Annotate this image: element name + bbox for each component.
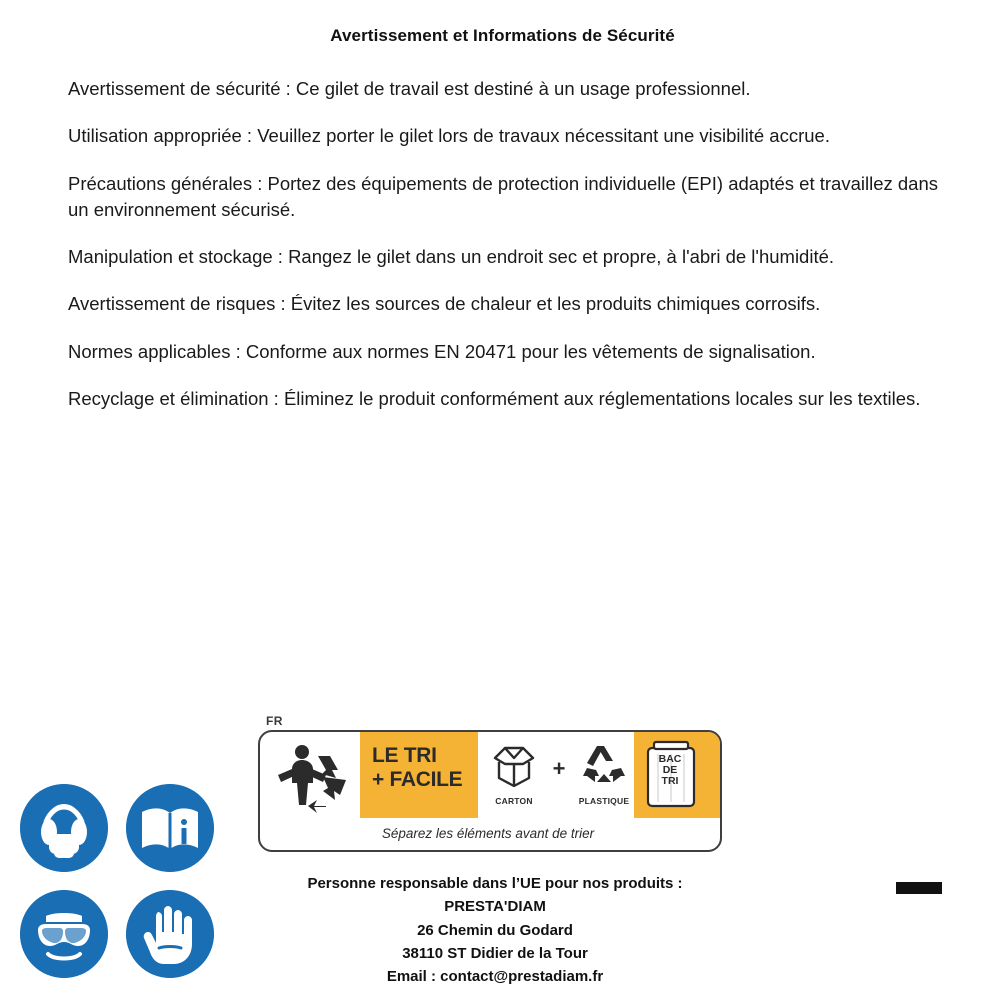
- responsible-person-heading: [210, 872, 780, 895]
- responsible-address-line-1: 26 Chemin du Godard: [417, 921, 573, 939]
- material-carton: [484, 738, 544, 806]
- banner-footer-note: Séparez les éléments avant de trier: [381, 825, 595, 841]
- paragraph-hazard-warning: Avertissement de risques : Évitez les sources de chaleur et les produits chimiques corrosifs.: [68, 293, 821, 315]
- banner-plus-symbol: +: [552, 756, 566, 781]
- paragraph-proper-use: Utilisation appropriée : Veuillez porter le gilet lors de travaux nécessitant une visibilité accrue.: [68, 125, 830, 147]
- responsible-person-heading-prefix: Personne responsable dans l’: [307, 875, 521, 892]
- banner-headline: [372, 744, 476, 791]
- bin-label-line1: BAC: [658, 753, 682, 765]
- responsible-person-heading-suffix: pour nos produits :: [540, 875, 683, 892]
- safety-information-body: [68, 76, 953, 433]
- banner-material-icons: [484, 738, 634, 818]
- responsible-email: Email : contact@prestadiam.fr: [386, 968, 604, 985]
- paragraph-recycling-disposal: Recyclage et élimination : Éliminez le produit conformément aux réglementations locales sur les textiles.: [68, 387, 921, 409]
- triman-recycling-banner: [258, 712, 720, 854]
- material-plastique: [574, 738, 634, 806]
- material-carton-caption: CARTON: [495, 796, 533, 806]
- page-title: Avertissement et Informations de Sécurité: [330, 26, 675, 45]
- responsible-address-line-2: 38110 ST Didier de la Tour: [402, 944, 588, 962]
- ear-protection-icon: [20, 784, 108, 872]
- banner-headline-line2: + FACILE: [372, 767, 463, 791]
- banner-locale-label: FR: [266, 714, 283, 728]
- responsible-company-name: PRESTA'DIAM: [444, 898, 546, 916]
- paragraph-applicable-standards: Normes applicables : Conforme aux normes EN 20471 pour les vêtements de signalisation.: [68, 340, 816, 362]
- eye-protection-icon: [20, 890, 108, 978]
- banner-frame: [258, 730, 722, 852]
- safety-pictogram-group: [18, 782, 226, 982]
- hand-protection-gloves-icon: [126, 890, 214, 978]
- bin-label: [648, 754, 692, 787]
- bin-label-line3: TRI: [661, 775, 679, 788]
- banner-bin-block: [642, 740, 712, 816]
- triman-figure-icon: [268, 736, 360, 818]
- read-instructions-icon: [126, 784, 214, 872]
- material-plastique-caption: PLASTIQUE: [578, 796, 630, 806]
- banner-headline-line1: LE TRI: [372, 744, 437, 767]
- ce-conformity-mark: [800, 848, 950, 940]
- paragraph-safety-warning: Avertissement de sécurité : Ce gilet de travail est destiné à un usage professionnel.: [68, 78, 751, 99]
- bin-label-line2: DE: [662, 764, 678, 777]
- paragraph-handling-storage: Manipulation et stockage : Rangez le gilet dans un endroit sec et propre, à l'abri de l'humidité.: [68, 246, 835, 268]
- paragraph-general-precautions: Précautions générales : Portez des équipements de protection individuelle (EPI) adaptés et travaillez dans un environnement sécurisé.: [68, 172, 939, 220]
- responsible-person-heading-strong: UE: [520, 875, 541, 892]
- responsible-person-block: [210, 872, 780, 988]
